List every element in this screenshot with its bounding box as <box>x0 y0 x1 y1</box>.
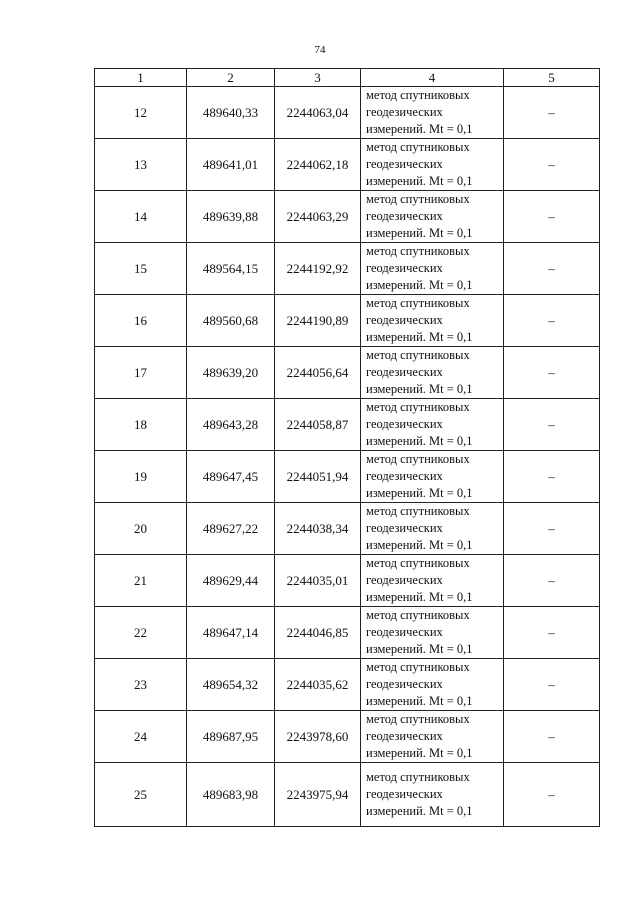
coord-y: 2244051,94 <box>275 451 361 503</box>
method-line: геодезических <box>366 469 443 483</box>
coord-x: 489687,95 <box>187 711 275 763</box>
point-number: 13 <box>95 139 187 191</box>
method-line: метод спутниковых <box>366 244 470 258</box>
table-row <box>95 139 600 191</box>
coord-x: 489560,68 <box>187 295 275 347</box>
method-line: геодезических <box>366 787 443 801</box>
method-cell <box>361 399 504 451</box>
method-line: геодезических <box>366 729 443 743</box>
method-line: измерений. Mt = 0,1 <box>366 590 473 604</box>
note-cell: – <box>504 607 600 659</box>
coord-y: 2244062,18 <box>275 139 361 191</box>
point-number: 25 <box>95 763 187 827</box>
table-row <box>95 347 600 399</box>
method-line: измерений. Mt = 0,1 <box>366 174 473 188</box>
method-line: геодезических <box>366 625 443 639</box>
page-number: 74 <box>314 44 326 56</box>
method-cell <box>361 243 504 295</box>
point-number: 24 <box>95 711 187 763</box>
point-number: 18 <box>95 399 187 451</box>
method-cell <box>361 711 504 763</box>
method-line: метод спутниковых <box>366 348 470 362</box>
method-line: измерений. Mt = 0,1 <box>366 434 473 448</box>
header-col-2: 2 <box>187 69 275 87</box>
coord-x: 489641,01 <box>187 139 275 191</box>
point-number: 17 <box>95 347 187 399</box>
note-cell: – <box>504 87 600 139</box>
note-cell: – <box>504 711 600 763</box>
method-cell <box>361 139 504 191</box>
table-row <box>95 555 600 607</box>
method-line: геодезических <box>366 365 443 379</box>
table-row <box>95 399 600 451</box>
coord-y: 2244192,92 <box>275 243 361 295</box>
point-number: 23 <box>95 659 187 711</box>
point-number: 14 <box>95 191 187 243</box>
method-line: метод спутниковых <box>366 452 470 466</box>
coord-x: 489647,45 <box>187 451 275 503</box>
coord-y: 2244056,64 <box>275 347 361 399</box>
coord-y: 2244038,34 <box>275 503 361 555</box>
method-line: измерений. Mt = 0,1 <box>366 642 473 656</box>
note-cell: – <box>504 503 600 555</box>
method-line: геодезических <box>366 417 443 431</box>
method-cell <box>361 763 504 827</box>
method-line: метод спутниковых <box>366 608 470 622</box>
note-cell: – <box>504 399 600 451</box>
point-number: 12 <box>95 87 187 139</box>
table-header-row <box>95 69 600 87</box>
method-line: геодезических <box>366 105 443 119</box>
coord-x: 489654,32 <box>187 659 275 711</box>
coord-x: 489564,15 <box>187 243 275 295</box>
method-line: метод спутниковых <box>366 504 470 518</box>
coord-y: 2244046,85 <box>275 607 361 659</box>
point-number: 15 <box>95 243 187 295</box>
header-col-1: 1 <box>95 69 187 87</box>
point-number: 19 <box>95 451 187 503</box>
table-row <box>95 659 600 711</box>
method-cell <box>361 347 504 399</box>
method-line: геодезических <box>366 157 443 171</box>
method-cell <box>361 607 504 659</box>
header-col-3: 3 <box>275 69 361 87</box>
method-cell <box>361 659 504 711</box>
method-line: измерений. Mt = 0,1 <box>366 122 473 136</box>
method-line: измерений. Mt = 0,1 <box>366 746 473 760</box>
method-line: метод спутниковых <box>366 400 470 414</box>
method-cell <box>361 503 504 555</box>
method-cell <box>361 295 504 347</box>
method-line: геодезических <box>366 677 443 691</box>
table-row <box>95 295 600 347</box>
note-cell: – <box>504 243 600 295</box>
method-cell <box>361 191 504 243</box>
method-line: измерений. Mt = 0,1 <box>366 330 473 344</box>
method-line: геодезических <box>366 313 443 327</box>
method-line: измерений. Mt = 0,1 <box>366 226 473 240</box>
coord-y: 2243978,60 <box>275 711 361 763</box>
coord-y: 2244058,87 <box>275 399 361 451</box>
coord-x: 489639,20 <box>187 347 275 399</box>
coord-x: 489640,33 <box>187 87 275 139</box>
note-cell: – <box>504 191 600 243</box>
point-number: 20 <box>95 503 187 555</box>
method-cell <box>361 87 504 139</box>
method-line: метод спутниковых <box>366 140 470 154</box>
coord-y: 2244190,89 <box>275 295 361 347</box>
table-row <box>95 191 600 243</box>
table-row <box>95 87 600 139</box>
method-line: метод спутниковых <box>366 556 470 570</box>
method-line: метод спутниковых <box>366 712 470 726</box>
method-line: геодезических <box>366 209 443 223</box>
method-line: измерений. Mt = 0,1 <box>366 486 473 500</box>
point-number: 22 <box>95 607 187 659</box>
table-row <box>95 243 600 295</box>
point-number: 21 <box>95 555 187 607</box>
table-row <box>95 711 600 763</box>
point-number: 16 <box>95 295 187 347</box>
note-cell: – <box>504 659 600 711</box>
table-row <box>95 451 600 503</box>
coord-y: 2243975,94 <box>275 763 361 827</box>
coordinates-table <box>94 68 600 827</box>
note-cell: – <box>504 451 600 503</box>
method-line: геодезических <box>366 573 443 587</box>
method-line: измерений. Mt = 0,1 <box>366 804 473 818</box>
method-line: метод спутниковых <box>366 192 470 206</box>
coord-x: 489639,88 <box>187 191 275 243</box>
header-col-5: 5 <box>504 69 600 87</box>
coord-x: 489647,14 <box>187 607 275 659</box>
method-cell <box>361 451 504 503</box>
method-line: измерений. Mt = 0,1 <box>366 382 473 396</box>
method-cell <box>361 555 504 607</box>
note-cell: – <box>504 139 600 191</box>
method-line: измерений. Mt = 0,1 <box>366 538 473 552</box>
coord-y: 2244035,01 <box>275 555 361 607</box>
coord-x: 489683,98 <box>187 763 275 827</box>
coord-x: 489627,22 <box>187 503 275 555</box>
note-cell: – <box>504 295 600 347</box>
method-line: метод спутниковых <box>366 88 470 102</box>
coord-x: 489629,44 <box>187 555 275 607</box>
coord-y: 2244063,29 <box>275 191 361 243</box>
note-cell: – <box>504 555 600 607</box>
note-cell: – <box>504 347 600 399</box>
method-line: геодезических <box>366 261 443 275</box>
note-cell: – <box>504 763 600 827</box>
method-line: метод спутниковых <box>366 660 470 674</box>
coord-y: 2244035,62 <box>275 659 361 711</box>
table-row <box>95 607 600 659</box>
coord-x: 489643,28 <box>187 399 275 451</box>
method-line: метод спутниковых <box>366 770 470 784</box>
method-line: метод спутниковых <box>366 296 470 310</box>
coord-y: 2244063,04 <box>275 87 361 139</box>
table-row <box>95 763 600 827</box>
header-col-4: 4 <box>361 69 504 87</box>
table-row <box>95 503 600 555</box>
method-line: измерений. Mt = 0,1 <box>366 278 473 292</box>
method-line: измерений. Mt = 0,1 <box>366 694 473 708</box>
method-line: геодезических <box>366 521 443 535</box>
